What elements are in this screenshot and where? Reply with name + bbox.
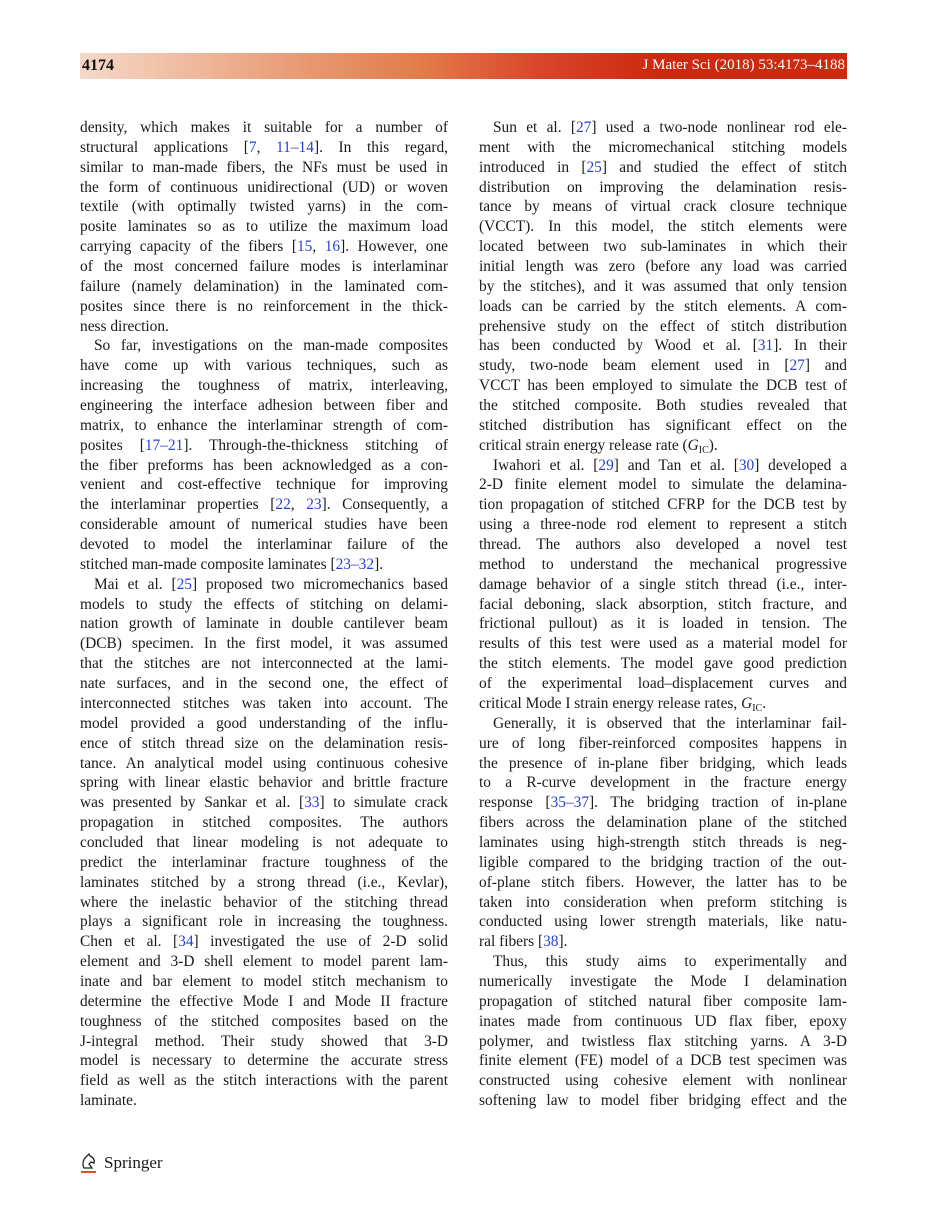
text-line: interconnected stitches was taken into account. The [80,694,448,712]
text-line: toughness of the stitched composites based on the [80,1012,448,1030]
springer-horse-logo-icon [80,1152,98,1174]
text-line: polymer, and twistless flax stitching yarns. A 3-D [479,1032,847,1050]
text-line: plays a significant role in increasing the toughness. [80,913,448,931]
text-line: 2-D finite element model to simulate the delamina- [479,476,847,494]
text-line: density, which makes it suitable for a number of [80,119,448,136]
text-line: initial length was zero (before any load was carried [479,258,847,276]
text-line: similar to man-made fibers, the NFs must be used in [80,158,448,176]
text-line: Thus, this study aims to experimentally and [493,953,847,971]
text-line: finite element (FE) model of a DCB test specimen was [479,1052,847,1070]
text-line: critical strain energy release rate $(G_{IC})$. [479,436,718,456]
text-line: of the experimental load–displacement curves and [479,675,847,693]
text-line: tance by means of virtual crack closure technique [479,198,847,216]
text-line: spring with linear elastic behavior and brittle fracture [80,774,448,792]
text-line: prehensive study on the effect of stitch distribution [479,317,847,335]
text-line: that the stitches are not interconnected at the lami- [80,655,448,673]
text-line: inates made from continuous UD flax fiber, epoxy [479,1012,847,1030]
text-line: (VCCT). In this model, the stitch elements were [479,218,847,236]
text-line: propagation in stitched composites. The authors [80,814,448,832]
text-line: matrix, to enhance the interlaminar strength of com- [80,416,448,434]
text-line: ment with the micromechanical stitching models [479,138,847,156]
text-line: facial deboning, slack absorption, stitch fracture, and [479,595,847,613]
text-line: using a three-node rod element to represent a stitch [479,516,847,534]
text-line: the presence of in-plane fiber bridging, which leads [479,754,847,772]
paragraph [479,456,847,714]
text-line: posites [17–21]. Through-the-thickness stitching of [80,436,448,454]
text-line: tion propagation of stitched CFRP for the DCB test by [479,496,847,514]
text-line: stitched distribution has significant effect on the [479,416,847,434]
publisher-name: Springer [104,1153,163,1172]
page-number: 4174 [82,57,114,74]
text-line: ence of stitch thread size on the delamination resis- [80,734,448,752]
text-line: distribution on improving the delamination resis- [479,178,847,196]
text-line: study, two-node beam element used in [27] and [479,357,847,375]
text-line: predict the interlaminar fracture toughness of the [80,853,448,871]
text-line: by the stitches), and it was assumed that only tension [479,277,847,295]
text-line: the interlaminar properties [22, 23]. Consequently, a [80,496,448,514]
text-line: So far, investigations on the man-made composites [94,337,448,355]
text-line: carrying capacity of the fibers [15, 16]. However, one [80,238,448,256]
text-line: posite laminates so as to utilize the maximum load [80,218,448,236]
text-line: method to understand the mechanical progressive [479,555,847,573]
text-line: of the most concerned failure modes is interlaminar [80,258,448,276]
text-line: model provided a good understanding of the influ- [80,714,448,732]
right-column [479,118,847,1111]
paragraph [80,118,448,336]
running-header [80,53,847,79]
text-line: nate surfaces, and in the second one, the effect of [80,675,448,693]
text-line: field as well as the stitch interactions with the parent [80,1072,448,1090]
text-line: ness direction. [80,317,169,335]
text-line: fibers across the delamination plane of the stitched [479,814,847,832]
text-line: softening law to model fiber bridging effect and the [479,1092,847,1110]
text-line: ral fibers [38]. [479,933,568,951]
text-line: models to study the effects of stitching on delami- [80,595,448,613]
text-line: devoted to model the interlaminar failure of the [80,536,448,554]
text-line: engineering the interface adhesion between fiber and [80,397,448,415]
text-line: damage behavior of a single stitch thread (i.e., inter- [479,575,847,593]
text-line: ure of long fiber-reinforced composites happens in [479,734,847,752]
text-line: textile (with optimally twisted yarns) in the com- [80,198,448,216]
text-line: numerically investigate the Mode I delamination [479,972,847,990]
text-line: laminates stitched by a strong thread (i.e., Kevlar), [80,873,448,891]
publisher-footer [80,1152,163,1174]
paragraph [80,336,448,574]
text-line: the stitched composite. Both studies revealed that [479,397,847,415]
text-line: constructed using cohesive element with nonlinear [479,1072,847,1090]
text-line: frictional pullout) as it is loaded in tension. The [479,615,847,633]
text-line: increasing the toughness of matrix, interleaving, [80,377,448,395]
text-line: failure (namely delamination) in the laminated com- [80,277,448,295]
text-line: located between two sub-laminates in which their [479,238,847,256]
text-line: critical Mode I strain energy release rates, $G_{IC}$. [479,694,767,714]
text-line: element and 3-D shell element to model parent lam- [80,953,448,971]
text-line: considerable amount of numerical studies have been [80,516,448,534]
journal-citation: J Mater Sci (2018) 53:4173–4188 [642,57,845,73]
text-line: loads can be carried by the stitch elements. A com- [479,297,847,315]
text-line: to a R-curve development in the fracture energy [479,774,847,792]
text-line: where the inelastic behavior of the stitching thread [80,893,448,911]
text-line: conducted using lower strength materials, like natu- [479,913,847,931]
text-line: of-plane stitch fibers. However, the latter has to be [479,873,847,891]
text-line: J-integral method. Their study showed that 3-D [80,1032,448,1050]
text-line: VCCT has been employed to simulate the DCB test of [479,377,847,395]
paragraph [479,952,847,1111]
text-line: has been conducted by Wood et al. [31]. In their [479,337,847,355]
text-line: inate and bar element to model stitch mechanism to [80,972,448,990]
text-line: the form of continuous unidirectional (UD) or woven [80,178,448,196]
paragraph [479,714,847,952]
text-line: structural applications [7, 11–14]. In this regard, [80,138,448,156]
text-line: laminate. [80,1092,137,1110]
text-line: Iwahori et al. [29] and Tan et al. [30] developed a [493,456,847,474]
text-line: stitched man-made composite laminates [23–32]. [80,555,384,573]
text-line: the stitch elements. The model gave good prediction [479,655,847,673]
text-line: Sun et al. [27] used a two-node nonlinear rod ele- [493,119,847,136]
text-line: posites since there is no reinforcement in the thick- [80,297,448,315]
text-line: taken into consideration when preform stitching is [479,893,847,911]
text-line: determine the effective Mode I and Mode II fracture [80,992,448,1010]
paragraph [479,118,847,456]
text-line: the fiber preforms has been acknowledged as a con- [80,456,448,474]
text-line: tance. An analytical model using continuous cohesive [80,754,448,772]
text-line: venient and cost-effective technique for improving [80,476,448,494]
text-line: propagation of stitched natural fiber composite lam- [479,992,847,1010]
text-line: results of this test were used as a material model for [479,635,847,653]
text-line: (DCB) specimen. In the first model, it was assumed [80,635,448,653]
text-line: response [35–37]. The bridging traction of in-plane [479,794,847,812]
text-line: concluded that linear modeling is not adequate to [80,833,448,851]
paragraph [80,575,448,1111]
text-line: nation growth of laminate in double cantilever beam [80,615,448,633]
text-line: was presented by Sankar et al. [33] to simulate crack [80,794,448,812]
left-column [80,118,448,1111]
text-line: Generally, it is observed that the interlaminar fail- [493,714,847,732]
text-line: have come up with various techniques, such as [80,357,448,375]
text-line: introduced in [25] and studied the effect of stitch [479,158,847,176]
text-line: laminates using high-strength stitch threads is neg- [479,833,847,851]
text-line: thread. The authors also developed a novel test [479,536,847,554]
text-line: Mai et al. [25] proposed two micromechanics based [94,575,448,593]
text-line: model is necessary to determine the accurate stress [80,1052,448,1070]
text-line: Chen et al. [34] investigated the use of 2-D solid [80,933,448,951]
text-line: ligible compared to the bridging traction of the out- [479,853,847,871]
